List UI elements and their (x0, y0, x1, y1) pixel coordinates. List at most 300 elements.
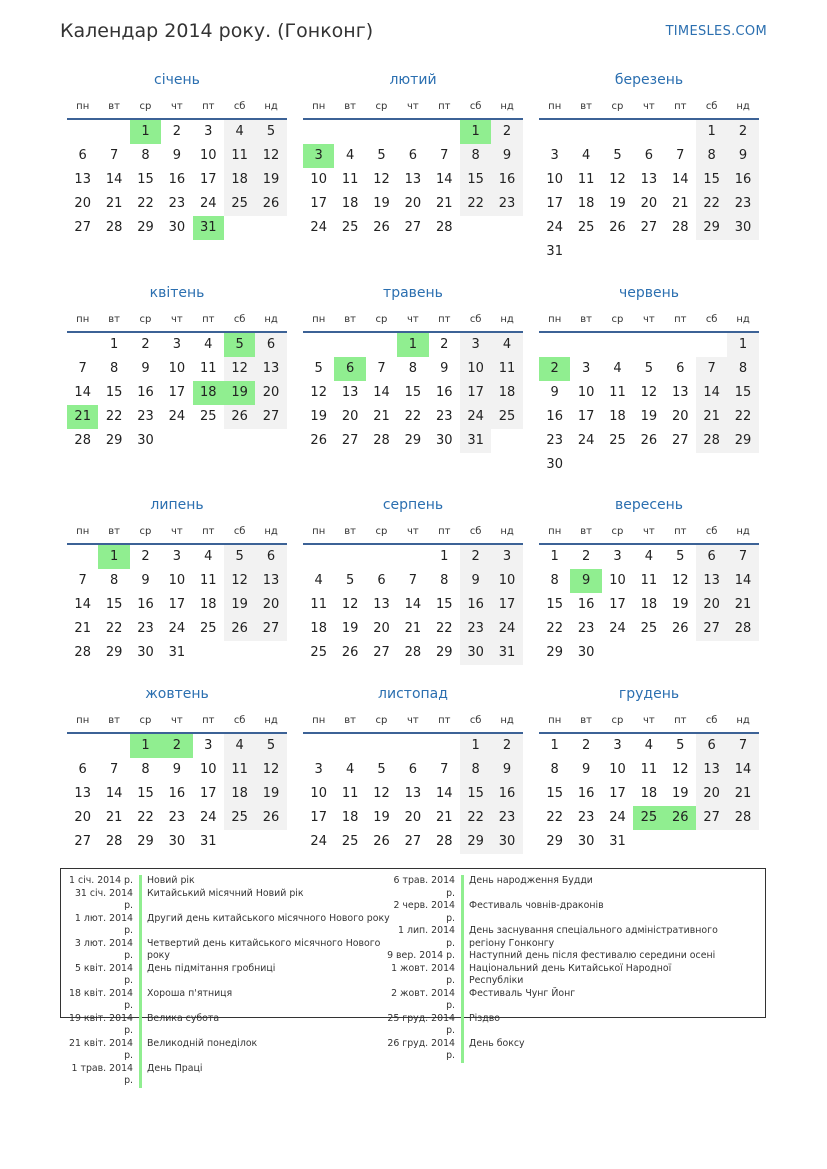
day-cell: 26 (640, 433, 658, 448)
day-cell: 25 (199, 409, 217, 424)
day-cell: 17 (609, 786, 626, 801)
day-cell: 23 (491, 192, 522, 216)
day-cell: 4 (613, 361, 622, 376)
day-cell: 22 (435, 621, 453, 636)
day-cell: 20 (74, 196, 91, 211)
day-cell: 21 (671, 196, 689, 211)
legend-item (387, 963, 727, 988)
day-cell: 18 (310, 621, 327, 636)
day-grid (303, 734, 523, 854)
weekday-label: пн (548, 313, 562, 325)
legend-name: Велика субота (147, 1012, 220, 1024)
day-cell: 1 (130, 120, 161, 144)
day-cell: 4 (345, 762, 355, 777)
day-cell: 22 (546, 810, 563, 825)
day-cell: 2 (161, 734, 192, 758)
empty-cell (633, 120, 664, 144)
day-cell: 9 (460, 569, 491, 593)
day-cell: 10 (546, 172, 563, 187)
day-cell: 5 (613, 148, 622, 163)
day-cell: 28 (74, 645, 91, 660)
legend-name: День боксу (469, 1037, 525, 1049)
day-cell: 22 (460, 192, 491, 216)
empty-cell (98, 120, 129, 144)
day-cell: 20 (74, 810, 91, 825)
month-name: березень (614, 72, 684, 88)
page-title: Календар 2014 року. (Гонконг) (60, 20, 374, 42)
day-cell: 3 (460, 333, 491, 357)
month-12 (539, 686, 759, 854)
day-cell: 9 (570, 569, 601, 593)
legend-name: Четвертий день китайського місячного Нового року (147, 937, 381, 961)
day-cell: 6 (696, 734, 727, 758)
day-cell: 19 (255, 168, 286, 192)
day-cell: 13 (696, 569, 727, 593)
day-cell: 22 (137, 810, 154, 825)
legend-name: День підмітання гробниці (147, 962, 276, 974)
legend-date: 3 лют. 2014 р. (74, 937, 133, 961)
day-grid (67, 545, 287, 665)
day-cell: 18 (640, 597, 658, 612)
day-grid (539, 333, 759, 477)
day-cell: 21 (105, 810, 123, 825)
weekday-label: ср (611, 313, 624, 325)
day-grid (303, 545, 523, 665)
day-cell: 7 (109, 762, 119, 777)
day-cell: 27 (696, 806, 727, 830)
day-cell: 5 (377, 148, 386, 163)
empty-cell (397, 734, 428, 758)
empty-cell (67, 333, 98, 357)
empty-cell (429, 734, 460, 758)
day-cell: 12 (609, 172, 626, 187)
day-cell: 31 (546, 244, 563, 259)
empty-cell (602, 333, 633, 357)
day-cell: 5 (644, 361, 653, 376)
day-cell: 6 (408, 148, 417, 163)
day-cell: 27 (373, 645, 390, 660)
day-cell: 23 (460, 617, 491, 641)
empty-cell (539, 120, 570, 144)
day-cell: 24 (310, 834, 327, 849)
day-cell: 25 (199, 621, 217, 636)
day-cell: 13 (640, 172, 658, 187)
empty-cell (633, 333, 664, 357)
legend-date: 1 січ. 2014 р. (69, 875, 133, 886)
day-cell: 25 (633, 806, 664, 830)
day-cell: 28 (435, 220, 453, 235)
weekday-label: ср (375, 100, 388, 112)
legend-item (65, 988, 405, 1013)
day-cell: 7 (676, 148, 685, 163)
day-cell: 10 (310, 786, 327, 801)
day-cell: 11 (640, 573, 658, 588)
weekday-label: нд (500, 714, 514, 726)
day-cell: 3 (613, 549, 622, 564)
weekday-label: пт (674, 100, 687, 112)
weekday-label: сб (705, 313, 718, 325)
empty-cell (366, 734, 397, 758)
day-cell: 21 (727, 782, 758, 806)
weekday-label: пн (76, 100, 90, 112)
day-cell: 18 (193, 381, 224, 405)
legend-item (387, 950, 727, 963)
weekday-label: пн (312, 100, 326, 112)
day-cell: 3 (204, 738, 213, 753)
day-cell: 7 (377, 361, 386, 376)
day-cell: 8 (408, 361, 417, 376)
weekday-label: чт (407, 714, 419, 726)
day-cell: 29 (105, 433, 123, 448)
day-cell: 15 (435, 597, 453, 612)
day-cell: 27 (404, 220, 422, 235)
day-cell: 18 (224, 782, 255, 806)
day-cell: 15 (404, 385, 422, 400)
weekday-label: пн (76, 525, 90, 537)
day-cell: 3 (172, 337, 181, 352)
day-cell: 18 (491, 381, 522, 405)
day-cell: 8 (460, 144, 491, 168)
weekday-header (539, 307, 759, 331)
day-cell: 5 (676, 738, 685, 753)
day-cell: 23 (577, 621, 595, 636)
legend-date: 1 лют. 2014 р. (74, 912, 133, 936)
day-cell: 7 (440, 148, 449, 163)
weekday-label: вт (580, 525, 592, 537)
day-cell: 15 (105, 597, 123, 612)
day-cell: 23 (727, 192, 758, 216)
day-cell: 23 (491, 806, 522, 830)
day-cell: 13 (74, 786, 91, 801)
month-2 (303, 72, 523, 240)
day-cell: 17 (491, 593, 522, 617)
day-cell: 13 (696, 758, 727, 782)
day-cell: 28 (373, 433, 390, 448)
weekday-header (67, 94, 287, 118)
day-cell: 10 (168, 361, 186, 376)
day-cell: 12 (255, 758, 286, 782)
legend-item (387, 875, 727, 900)
day-cell: 23 (168, 810, 186, 825)
day-cell: 12 (224, 569, 255, 593)
weekday-label: пт (202, 525, 215, 537)
day-cell: 8 (550, 762, 559, 777)
day-cell: 2 (581, 738, 591, 753)
day-cell: 5 (224, 333, 255, 357)
weekday-label: сб (705, 525, 718, 537)
day-cell: 1 (460, 120, 491, 144)
day-cell: 17 (546, 196, 563, 211)
day-cell: 22 (727, 405, 758, 429)
day-cell: 29 (435, 645, 453, 660)
day-cell: 30 (435, 433, 453, 448)
day-cell: 2 (172, 124, 181, 139)
day-cell: 23 (546, 433, 563, 448)
day-cell: 27 (255, 405, 286, 429)
day-cell: 9 (727, 144, 758, 168)
weekday-header (303, 307, 523, 331)
day-cell: 28 (727, 617, 758, 641)
weekday-label: пт (674, 525, 687, 537)
day-cell: 30 (168, 220, 186, 235)
legend-name: Хороша п'ятниця (147, 987, 233, 999)
legend-marker (461, 963, 464, 988)
empty-cell (570, 333, 601, 357)
weekday-label: сб (705, 100, 718, 112)
empty-cell (303, 333, 334, 357)
legend-marker (139, 1013, 142, 1038)
legend-marker (139, 1038, 142, 1063)
weekday-label: чт (171, 100, 183, 112)
day-cell: 12 (373, 172, 390, 187)
day-cell: 15 (546, 597, 563, 612)
month-name: січень (154, 72, 200, 88)
day-cell: 18 (341, 810, 359, 825)
weekday-label: нд (736, 525, 750, 537)
day-cell: 19 (310, 409, 327, 424)
day-cell: 15 (460, 782, 491, 806)
legend-marker (461, 950, 464, 963)
legend-name: Фестиваль човнів-драконів (469, 900, 604, 911)
weekday-label: пт (202, 714, 215, 726)
month-name: жовтень (145, 686, 209, 702)
legend-name: День народження Будди (469, 875, 593, 886)
month-1 (67, 72, 287, 240)
day-cell: 14 (696, 381, 727, 405)
day-cell: 16 (577, 786, 595, 801)
weekday-label: пт (438, 313, 451, 325)
day-cell: 10 (199, 148, 217, 163)
empty-cell (334, 120, 365, 144)
day-cell: 13 (404, 786, 422, 801)
day-cell: 28 (435, 834, 453, 849)
day-cell: 30 (546, 457, 563, 472)
day-cell: 7 (408, 573, 417, 588)
legend-marker (461, 875, 464, 900)
day-cell: 21 (696, 405, 727, 429)
day-cell: 9 (440, 361, 449, 376)
empty-cell (334, 734, 365, 758)
day-cell: 19 (224, 381, 255, 405)
brand-link[interactable]: TIMESLES.COM (665, 24, 767, 39)
weekday-label: ср (375, 313, 388, 325)
empty-cell (665, 120, 696, 144)
day-cell: 20 (255, 593, 286, 617)
weekday-label: сб (469, 714, 482, 726)
weekday-header (303, 94, 523, 118)
empty-cell (303, 545, 334, 569)
day-cell: 1 (696, 120, 727, 144)
legend-item (65, 1063, 405, 1088)
legend-item (65, 938, 405, 963)
day-cell: 8 (696, 144, 727, 168)
day-cell: 4 (644, 738, 653, 753)
day-cell: 25 (224, 806, 255, 830)
day-cell: 25 (224, 192, 255, 216)
day-cell: 25 (341, 220, 359, 235)
day-cell: 16 (435, 385, 453, 400)
weekday-label: вт (580, 100, 592, 112)
month-8 (303, 497, 523, 665)
legend-name: Фестиваль Чунг Йонг (469, 987, 576, 999)
day-cell: 3 (491, 545, 522, 569)
day-cell: 14 (435, 172, 453, 187)
day-cell: 26 (310, 433, 327, 448)
legend-date: 9 вер. 2014 р. (387, 950, 455, 961)
day-cell: 6 (78, 762, 87, 777)
day-cell: 29 (105, 645, 123, 660)
day-cell: 18 (224, 168, 255, 192)
day-cell: 20 (640, 196, 658, 211)
day-cell: 22 (137, 196, 154, 211)
day-cell: 24 (199, 810, 217, 825)
day-cell: 18 (609, 409, 626, 424)
empty-cell (366, 120, 397, 144)
day-cell: 20 (255, 381, 286, 405)
empty-cell (570, 120, 601, 144)
legend-marker (139, 913, 142, 938)
day-cell: 7 (440, 762, 449, 777)
day-cell: 10 (609, 573, 626, 588)
day-cell: 8 (141, 762, 150, 777)
legend-date: 18 квіт. 2014 р. (69, 987, 133, 1011)
weekday-label: пт (674, 714, 687, 726)
day-cell: 5 (255, 120, 286, 144)
day-cell: 4 (224, 120, 255, 144)
day-cell: 8 (460, 758, 491, 782)
day-cell: 4 (345, 148, 355, 163)
day-cell: 3 (581, 361, 591, 376)
weekday-label: пн (312, 313, 326, 325)
day-cell: 20 (696, 782, 727, 806)
empty-cell (303, 734, 334, 758)
weekday-label: нд (500, 100, 514, 112)
day-cell: 16 (137, 597, 154, 612)
day-cell: 16 (546, 409, 563, 424)
month-name: серпень (382, 497, 444, 513)
day-cell: 28 (74, 433, 91, 448)
day-cell: 1 (550, 549, 559, 564)
weekday-header (539, 519, 759, 543)
weekday-label: вт (344, 313, 356, 325)
empty-cell (67, 545, 98, 569)
legend-marker (461, 900, 464, 925)
day-cell: 11 (577, 172, 595, 187)
day-cell: 16 (491, 782, 522, 806)
day-cell: 29 (727, 429, 758, 453)
month-11 (303, 686, 523, 854)
day-cell: 12 (341, 597, 359, 612)
day-cell: 2 (141, 549, 150, 564)
day-cell: 26 (373, 220, 390, 235)
weekday-label: сб (469, 525, 482, 537)
day-cell: 5 (676, 549, 685, 564)
day-cell: 2 (539, 357, 570, 381)
day-cell: 16 (168, 786, 186, 801)
weekday-label: ср (375, 525, 388, 537)
day-cell: 17 (460, 381, 491, 405)
legend-name: День заснування спеціального адміністративного регіону Гонконгу (469, 925, 718, 949)
day-cell: 11 (341, 172, 359, 187)
day-cell: 27 (640, 220, 658, 235)
day-cell: 17 (168, 385, 186, 400)
day-cell: 19 (609, 196, 626, 211)
day-cell: 27 (696, 617, 727, 641)
day-cell: 2 (460, 545, 491, 569)
day-cell: 7 (78, 573, 87, 588)
month-6 (539, 285, 759, 477)
empty-cell (366, 545, 397, 569)
weekday-label: ср (611, 714, 624, 726)
day-cell: 29 (546, 645, 563, 660)
weekday-label: вт (344, 714, 356, 726)
day-cell: 30 (168, 834, 186, 849)
day-grid (303, 120, 523, 240)
weekday-label: пт (438, 100, 451, 112)
day-cell: 5 (224, 545, 255, 569)
day-cell: 17 (168, 597, 186, 612)
day-cell: 1 (98, 545, 129, 569)
weekday-label: ср (139, 313, 152, 325)
legend-item (387, 925, 727, 950)
day-cell: 14 (404, 597, 422, 612)
weekday-label: вт (108, 525, 120, 537)
day-cell: 24 (546, 220, 563, 235)
legend-date: 5 квіт. 2014 р. (74, 962, 133, 986)
day-cell: 26 (341, 645, 359, 660)
day-cell: 21 (373, 409, 390, 424)
day-cell: 10 (577, 385, 595, 400)
day-cell: 12 (671, 762, 689, 777)
day-cell: 10 (491, 569, 522, 593)
weekday-label: чт (171, 525, 183, 537)
empty-cell (602, 120, 633, 144)
day-cell: 12 (224, 357, 255, 381)
day-cell: 1 (440, 549, 449, 564)
day-cell: 20 (696, 593, 727, 617)
weekday-label: вт (108, 100, 120, 112)
day-cell: 5 (314, 361, 323, 376)
day-cell: 26 (609, 220, 626, 235)
day-cell: 2 (141, 337, 150, 352)
month-name: квітень (149, 285, 205, 301)
day-cell: 21 (67, 405, 98, 429)
day-cell: 11 (491, 357, 522, 381)
day-cell: 5 (345, 573, 355, 588)
day-cell: 13 (255, 569, 286, 593)
day-cell: 8 (141, 148, 150, 163)
legend-item (387, 988, 727, 1013)
day-cell: 30 (460, 641, 491, 665)
day-cell: 16 (460, 593, 491, 617)
day-cell: 30 (137, 433, 154, 448)
day-cell: 14 (74, 385, 91, 400)
day-cell: 12 (255, 144, 286, 168)
day-cell: 23 (168, 196, 186, 211)
day-cell: 6 (696, 545, 727, 569)
day-cell: 15 (105, 385, 123, 400)
weekday-label: вт (580, 714, 592, 726)
day-cell: 7 (78, 361, 87, 376)
day-cell: 4 (644, 549, 653, 564)
day-cell: 17 (199, 172, 217, 187)
day-cell: 3 (204, 124, 213, 139)
legend-date: 31 січ. 2014 р. (74, 887, 133, 911)
weekday-label: сб (233, 714, 246, 726)
day-cell: 20 (404, 196, 422, 211)
weekday-label: пн (548, 525, 562, 537)
day-cell: 27 (404, 834, 422, 849)
